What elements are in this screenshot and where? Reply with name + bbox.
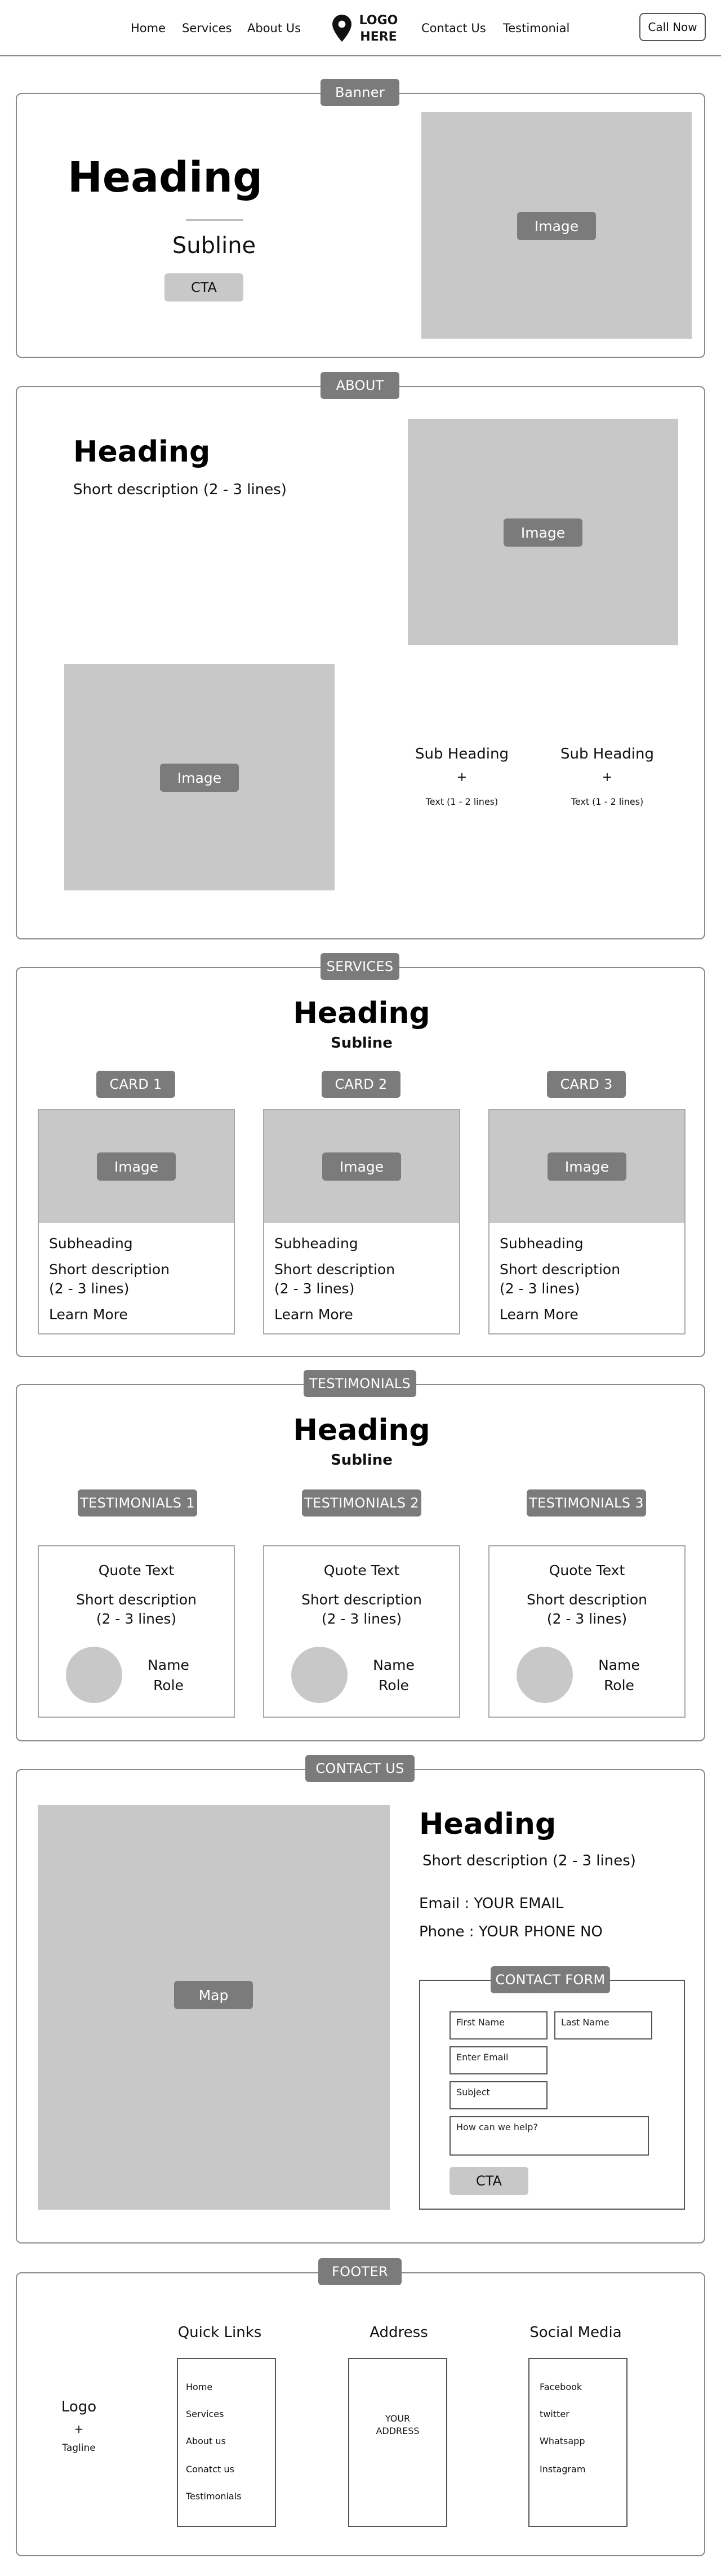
footer-link-services[interactable]: Services	[186, 2409, 224, 2419]
testimonial-3-role: Role	[604, 1677, 634, 1693]
about-item-1-text: Text (1 - 2 lines)	[425, 796, 499, 807]
map[interactable]	[38, 1805, 390, 2210]
testimonial-3-desc-1: Short description	[526, 1591, 648, 1608]
card-3-desc-1: Short description	[500, 1261, 621, 1278]
testimonial-1-desc-2: (2 - 3 lines)	[96, 1611, 177, 1627]
about-section	[16, 386, 705, 939]
services-subline: Subline	[331, 1035, 393, 1052]
about-image-2-label: Image	[160, 764, 239, 792]
about-heading: Heading	[73, 435, 211, 469]
social-media-title: Social Media	[529, 2324, 622, 2341]
contact-form-cta-button[interactable]: CTA	[449, 2167, 528, 2195]
footer-link-testimonials[interactable]: Testimonials	[186, 2491, 242, 2502]
about-image-2	[64, 664, 335, 890]
testimonial-1-desc-1: Short description	[75, 1591, 197, 1608]
card-1-image-label: Image	[97, 1152, 176, 1181]
contact-form-tag: CONTACT FORM	[491, 1966, 610, 1993]
banner-image	[421, 112, 692, 339]
about-image-1	[408, 419, 678, 645]
testimonials-heading: Heading	[293, 1413, 430, 1447]
map-label: Map	[174, 1981, 253, 2009]
services-tag: SERVICES	[321, 953, 399, 980]
address-line-2: ADDRESS	[376, 2426, 420, 2436]
footer-tag: FOOTER	[318, 2258, 402, 2285]
about-item-2-text: Text (1 - 2 lines)	[571, 796, 644, 807]
about-item-2-subheading: Sub Heading	[560, 746, 654, 762]
footer-section	[16, 2272, 705, 2556]
call-now-button[interactable]: Call Now	[639, 13, 706, 41]
card-2-learn-more-link[interactable]: Learn More	[274, 1306, 353, 1323]
testimonial-2-desc-1: Short description	[301, 1591, 422, 1608]
testimonial-card-2	[263, 1545, 460, 1718]
card-3-learn-more-link[interactable]: Learn More	[500, 1306, 578, 1323]
contact-section	[16, 1769, 705, 2244]
card-1-learn-more-link[interactable]: Learn More	[49, 1306, 128, 1323]
about-item-1-plus: +	[456, 770, 468, 784]
testimonial-1-tag: TESTIMONIALS 1	[78, 1489, 197, 1517]
footer-logo[interactable]: Logo	[61, 2398, 97, 2415]
last-name-input[interactable]: Last Name	[554, 2011, 652, 2039]
services-section	[16, 967, 705, 1357]
testimonials-section	[16, 1384, 705, 1741]
testimonials-tag: TESTIMONIALS	[304, 1370, 416, 1397]
card-2-desc-2: (2 - 3 lines)	[274, 1280, 355, 1297]
card-1-image	[39, 1110, 234, 1223]
social-link-instagram[interactable]: Instagram	[540, 2464, 586, 2475]
location-pin-icon	[332, 15, 351, 42]
banner-heading: Heading	[68, 153, 263, 202]
card-2-subheading: Subheading	[274, 1235, 358, 1252]
address-title: Address	[370, 2324, 428, 2341]
card-3-image	[489, 1110, 684, 1223]
footer-link-about-us[interactable]: About us	[186, 2436, 226, 2446]
testimonial-3-tag: TESTIMONIALS 3	[527, 1489, 646, 1517]
testimonial-3-avatar	[517, 1647, 573, 1703]
contact-heading: Heading	[419, 1807, 557, 1841]
testimonial-2-quote: Quote Text	[323, 1562, 400, 1579]
testimonial-3-desc-2: (2 - 3 lines)	[546, 1611, 627, 1627]
card-2-tag: CARD 2	[322, 1071, 400, 1098]
banner-subline: Subline	[172, 233, 256, 259]
card-3-tag: CARD 3	[547, 1071, 626, 1098]
card-2-desc-1: Short description	[274, 1261, 395, 1278]
testimonial-2-tag: TESTIMONIALS 2	[302, 1489, 421, 1517]
testimonial-2-name: Name	[373, 1657, 415, 1673]
banner-tag: Banner	[321, 79, 399, 106]
about-item-1-subheading: Sub Heading	[415, 746, 509, 762]
about-description: Short description (2 - 3 lines)	[73, 481, 287, 498]
address-box	[348, 2358, 447, 2527]
nav-link-contact-us[interactable]: Contact Us	[421, 21, 486, 35]
card-2-image	[264, 1110, 459, 1223]
testimonial-2-role: Role	[379, 1677, 409, 1693]
footer-plus: +	[74, 2422, 84, 2436]
subject-input[interactable]: Subject	[449, 2081, 548, 2109]
social-link-facebook[interactable]: Facebook	[540, 2382, 582, 2392]
message-textarea[interactable]: How can we help?	[449, 2116, 649, 2156]
contact-tag: CONTACT US	[305, 1755, 415, 1782]
testimonial-2-avatar	[291, 1647, 348, 1703]
banner-cta-button[interactable]: CTA	[164, 273, 243, 302]
contact-phone: Phone : YOUR PHONE NO	[419, 1923, 603, 1940]
testimonial-card-3	[488, 1545, 686, 1718]
nav-link-testimonial[interactable]: Testimonial	[503, 21, 570, 35]
nav-link-home[interactable]: Home	[131, 21, 166, 35]
contact-description: Short description (2 - 3 lines)	[422, 1852, 636, 1869]
testimonial-card-1	[38, 1545, 235, 1718]
services-heading: Heading	[293, 996, 430, 1030]
testimonial-1-quote: Quote Text	[98, 1562, 175, 1579]
banner-section	[16, 93, 705, 358]
testimonial-2-desc-2: (2 - 3 lines)	[321, 1611, 402, 1627]
service-card-2	[263, 1109, 460, 1334]
footer-tagline: Tagline	[62, 2442, 96, 2454]
quick-links-box	[177, 2358, 276, 2527]
contact-email: Email : YOUR EMAIL	[419, 1895, 564, 1912]
social-media-box	[528, 2358, 627, 2527]
footer-link-home[interactable]: Home	[186, 2382, 213, 2392]
email-input[interactable]: Enter Email	[449, 2046, 548, 2074]
about-image-1-label: Image	[504, 518, 582, 547]
banner-divider	[186, 219, 243, 221]
nav-link-about-us[interactable]: About Us	[247, 21, 301, 35]
card-1-desc-2: (2 - 3 lines)	[49, 1280, 130, 1297]
card-3-image-label: Image	[548, 1152, 626, 1181]
card-3-desc-2: (2 - 3 lines)	[500, 1280, 580, 1297]
top-navigation	[0, 0, 721, 56]
nav-link-services[interactable]: Services	[182, 21, 232, 35]
testimonial-3-name: Name	[598, 1657, 640, 1673]
card-3-subheading: Subheading	[500, 1235, 584, 1252]
about-tag: ABOUT	[321, 372, 399, 399]
footer-link-contact-us[interactable]: Conatct us	[186, 2464, 234, 2475]
testimonial-1-name: Name	[148, 1657, 189, 1673]
card-1-subheading: Subheading	[49, 1235, 133, 1252]
service-card-1	[38, 1109, 235, 1334]
contact-form	[419, 1980, 685, 2210]
testimonial-3-quote: Quote Text	[549, 1562, 625, 1579]
about-item-2-plus: +	[602, 770, 613, 784]
banner-image-label: Image	[517, 212, 596, 240]
logo[interactable]: LOGO HERE	[359, 14, 398, 44]
social-link-twitter[interactable]: twitter	[540, 2409, 569, 2419]
testimonial-1-role: Role	[153, 1677, 184, 1693]
address-line-1: YOUR	[385, 2413, 411, 2424]
first-name-input[interactable]: First Name	[449, 2011, 548, 2039]
service-card-3	[488, 1109, 686, 1334]
testimonial-1-avatar	[66, 1647, 122, 1703]
card-1-tag: CARD 1	[96, 1071, 175, 1098]
quick-links-title: Quick Links	[177, 2324, 262, 2341]
social-link-whatsapp[interactable]: Whatsapp	[540, 2436, 585, 2446]
testimonials-subline: Subline	[331, 1452, 393, 1469]
card-1-desc-1: Short description	[49, 1261, 170, 1278]
card-2-image-label: Image	[322, 1152, 401, 1181]
